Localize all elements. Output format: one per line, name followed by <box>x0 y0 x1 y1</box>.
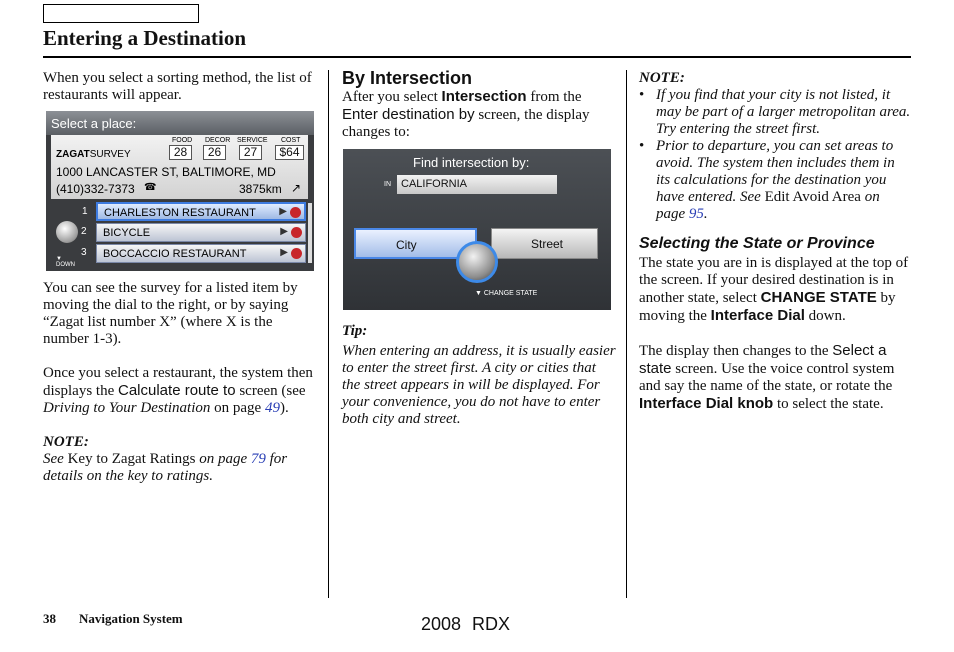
list-item[interactable]: 2 BICYCLE ▶ <box>96 223 306 242</box>
col1-select-para: Once you select a restaurant, the system then displays the Calculate route to screen (see Driving to Your Destination on page 49). <box>43 365 313 416</box>
column-1-lower <box>43 280 315 485</box>
rating-label-decor: DECOR <box>205 137 231 144</box>
column-1 <box>43 70 315 104</box>
col2-intro: After you select Intersection from the Enter destination by screen, the display changes to: <box>342 88 590 140</box>
col3-note-label: NOTE: <box>639 70 685 86</box>
page-title: Entering a Destination <box>43 26 247 50</box>
page-link-49[interactable]: 49 <box>264 400 280 416</box>
state-field[interactable]: CALIFORNIA <box>397 175 557 194</box>
list-item[interactable]: 1 CHARLESTON RESTAURANT ▶ <box>96 202 306 221</box>
rating-value-cost: $64 <box>275 145 304 160</box>
note-bullet-1: • If you find that your city is not listed, it may be part of a larger metropolitan area. Try entering the street first. <box>639 87 911 138</box>
page-link-95[interactable]: 95 <box>688 206 704 222</box>
zagat-icon <box>291 227 302 238</box>
rating-label-cost: COST <box>281 137 301 144</box>
restaurant-distance: 3875km <box>239 182 282 196</box>
arrow-icon: ▶ <box>280 247 288 258</box>
note-bullets <box>639 87 911 223</box>
col1-intro: When you select a sorting method, the list of restaurants will appear. <box>43 70 312 103</box>
restaurant-phone: (410)332-7373 <box>56 182 135 196</box>
restaurant-address: 1000 LANCASTER ST, BALTIMORE, MD <box>56 165 276 179</box>
rating-value-food: 28 <box>169 145 192 160</box>
screen-title: Find intersection by: <box>413 155 530 170</box>
screen-header <box>343 149 611 175</box>
zagat-icon <box>291 248 302 259</box>
interface-dial-icon <box>56 221 78 243</box>
section-heading-state: Selecting the State or Province <box>639 235 875 252</box>
zagat-info-panel <box>51 135 308 199</box>
list-item-name: BICYCLE <box>103 227 151 239</box>
column-2-lower <box>342 323 617 428</box>
restaurant-list-screen <box>46 111 314 271</box>
screen-header <box>46 111 314 135</box>
col3-select-state-para: The display then changes to the Select a state screen. Use the voice control system and say the name of the state, or rotate the Interface Dial knob to select the state. <box>639 342 895 412</box>
tip-label: Tip: <box>342 323 368 339</box>
list-item-name: BOCCACCIO RESTAURANT <box>103 248 247 260</box>
column-3 <box>639 70 911 413</box>
direction-arrow-icon: ↗ <box>291 181 302 195</box>
arrow-icon: ▶ <box>279 206 287 217</box>
rating-label-service: SERVICE <box>237 137 268 144</box>
zagat-icon <box>290 207 301 218</box>
rating-value-decor: 26 <box>203 145 226 160</box>
phone-icon: ☎ <box>144 182 157 193</box>
header-tab-box <box>43 4 199 23</box>
header-rule <box>43 56 911 58</box>
col3-state-para: The state you are in is displayed at the top of the screen. If your desired destination is in another state, select CHANGE STATE by moving the Interface Dial down. <box>639 255 909 324</box>
footer-section: Navigation System <box>79 611 183 626</box>
in-label: IN <box>384 181 391 188</box>
page-link-79[interactable]: 79 <box>250 451 266 467</box>
list-scrollbar[interactable] <box>308 203 312 263</box>
restaurant-list <box>81 201 306 267</box>
column-divider-1 <box>328 70 329 598</box>
col1-survey-para: You can see the survey for a listed item by moving the dial to the right, or by saying “Zagat list number X” (where X is the number 1-3). <box>43 280 298 347</box>
section-heading-intersection: By Intersection <box>342 68 473 88</box>
find-intersection-screen <box>343 149 611 310</box>
interface-dial-icon <box>456 241 498 283</box>
list-item[interactable]: 3 BOCCACCIO RESTAURANT ▶ <box>96 244 306 263</box>
screen-title: Select a place: <box>51 116 137 131</box>
rating-label-food: FOOD <box>172 137 193 144</box>
down-label: ▼ DOWN <box>56 256 75 268</box>
city-button[interactable]: City <box>354 228 477 259</box>
col1-note-label: NOTE: <box>43 434 89 450</box>
list-item-name: CHARLESTON RESTAURANT <box>104 207 256 219</box>
footer-model: 2008 RDX <box>421 614 511 634</box>
col1-note-text: See Key to Zagat Ratings on page 79 for details on the key to ratings. <box>43 451 288 484</box>
page-number: 38 <box>43 611 56 626</box>
street-button[interactable]: Street <box>491 228 598 259</box>
column-2 <box>342 68 614 141</box>
tip-text: When entering an address, it is usually easier to enter the street first. A city or cities that the street appears in will be displayed. For your convenience, you do not have to enter both city and street. <box>342 343 616 427</box>
arrow-icon: ▶ <box>280 226 288 237</box>
change-state-label[interactable]: ▼ CHANGE STATE <box>475 290 538 297</box>
note-bullet-2: • Prior to departure, you can set areas to avoid. The system then includes them in its calculations for the destination you have entered. See Edit Avoid Area on page 95. <box>639 138 911 223</box>
rating-value-service: 27 <box>239 145 262 160</box>
zagat-logo: ZAGATSURVEY <box>56 149 131 160</box>
column-divider-2 <box>626 70 627 598</box>
